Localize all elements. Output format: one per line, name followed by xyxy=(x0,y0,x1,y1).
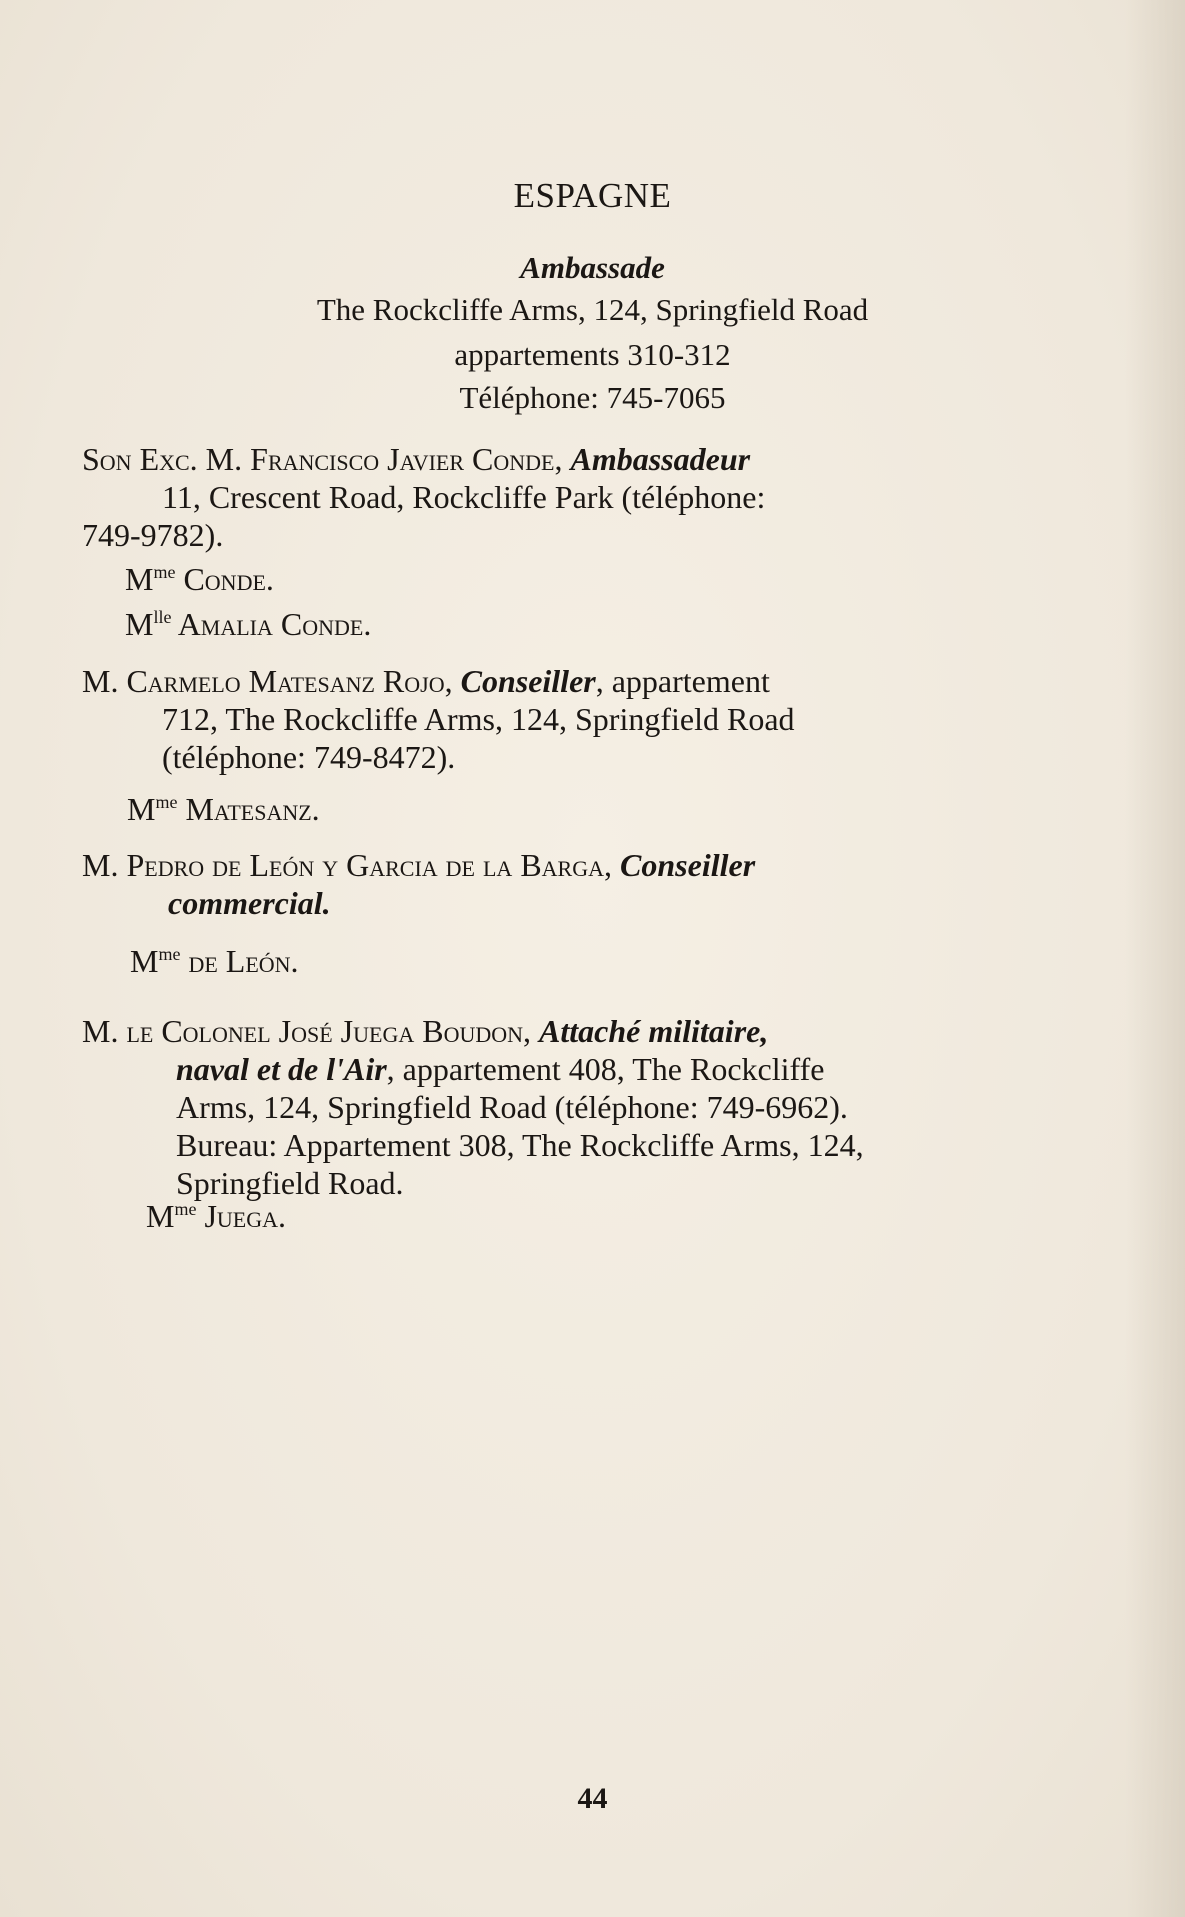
entry-detail-line: Springfield Road. xyxy=(176,1165,404,1201)
page-number: 44 xyxy=(577,1782,608,1815)
spouse-entry: $M^{me}$ Juega. xyxy=(146,1198,287,1234)
entry-name: le Colonel José Juega Boudon xyxy=(126,1013,524,1049)
entry-first-tail: , appartement xyxy=(595,663,770,699)
entry-role: Ambassadeur xyxy=(570,441,751,477)
entry-first-line xyxy=(82,440,1002,478)
spouse-entry: $M^{me}$ Conde. xyxy=(125,561,274,597)
embassy-telephone: Téléphone: 745-7065 xyxy=(459,380,726,415)
directory-entry-military-attache xyxy=(82,1012,1002,1202)
directory-entry-counsellor xyxy=(82,662,1002,776)
entry-prefix: M. xyxy=(82,1013,127,1049)
spouse-entry: $M^{lle}$ Amalia Conde. xyxy=(125,606,372,642)
office-heading: Ambassade xyxy=(520,250,665,285)
entry-detail-line: Arms, 124, Springfield Road (téléphone: 749-6962). xyxy=(176,1089,848,1125)
spouse-entry: $M^{me}$ Matesanz. xyxy=(127,791,320,827)
entry-name: Pedro de León y Garcia de la Barga xyxy=(126,847,605,883)
country-heading: ESPAGNE xyxy=(513,176,672,215)
embassy-address: The Rockcliffe Arms, 124, Springfield Road xyxy=(316,292,869,327)
spouse-entry: $M^{me}$ de León. xyxy=(130,943,299,979)
entry-first-line xyxy=(82,846,1002,884)
entry-role-continued: commercial. xyxy=(168,885,331,921)
entry-detail-line: 712, The Rockcliffe Arms, 124, Springfield Road xyxy=(162,701,795,737)
entry-role: Conseiller xyxy=(460,663,596,699)
entry-prefix: M. xyxy=(82,663,127,699)
entry-detail-line: 749-9782). xyxy=(82,517,224,553)
entry-separator: , xyxy=(554,441,571,477)
entry-role: Conseiller xyxy=(620,847,756,883)
entry-first-line xyxy=(82,1012,1002,1050)
directory-entry-ambassador xyxy=(82,440,1002,554)
entry-separator: , xyxy=(444,663,461,699)
directory-entry-commercial-counsellor xyxy=(82,846,1002,922)
entry-role: Attaché militaire, xyxy=(539,1013,769,1049)
entry-separator: , xyxy=(523,1013,540,1049)
entry-prefix: M. xyxy=(82,847,127,883)
entry-detail-line: (téléphone: 749-8472). xyxy=(162,739,456,775)
entry-detail-line: Bureau: Appartement 308, The Rockcliffe Arms, 124, xyxy=(176,1127,864,1163)
entry-name: Francisco Javier Conde xyxy=(250,441,555,477)
entry-separator: , xyxy=(604,847,621,883)
embassy-apartments: appartements 310-312 xyxy=(454,337,731,372)
entry-role-continued-line: naval et de l'Air, appartement 408, The Rockcliffe xyxy=(176,1051,825,1087)
entry-name: Carmelo Matesanz Rojo xyxy=(126,663,445,699)
entry-detail-line: 11, Crescent Road, Rockcliffe Park (téléphone: xyxy=(162,479,766,515)
entry-prefix: Son Exc. M. xyxy=(82,441,251,477)
entry-first-line xyxy=(82,662,1002,700)
